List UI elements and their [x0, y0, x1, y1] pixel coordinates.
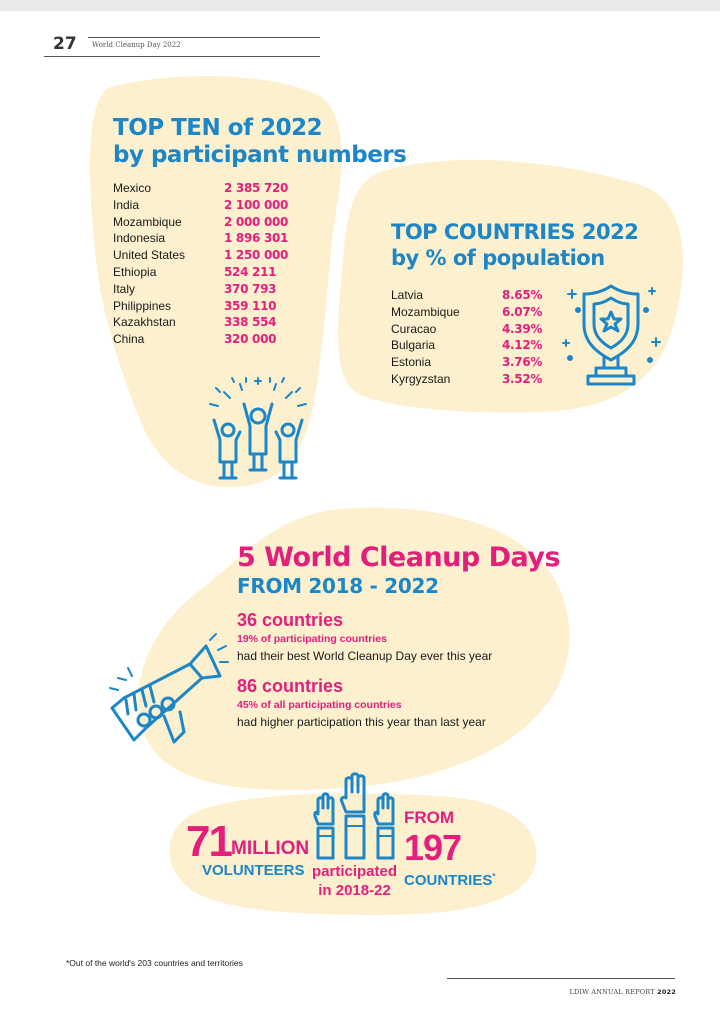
country-name: India [113, 197, 140, 212]
country-name: Mexico [113, 181, 152, 195]
participant-count: 2 100 000 [224, 197, 289, 212]
stat2-heading: 86 countries [237, 676, 344, 696]
list-item [113, 314, 313, 331]
top-pct-title-line2: by % of population [391, 246, 605, 270]
population-percent: 6.07% [502, 304, 543, 319]
top-pct-title [391, 219, 638, 271]
participant-count: 2 385 720 [224, 181, 289, 195]
megaphone-icon [104, 632, 230, 750]
participant-count: 1 896 301 [224, 231, 289, 246]
header-title: World Cleanup Day 2022 [92, 41, 181, 49]
list-item [391, 287, 551, 304]
top-ten-list [113, 180, 313, 348]
list-item [391, 354, 551, 371]
stat1-heading: 36 countries [237, 610, 344, 630]
countries-label [404, 872, 495, 889]
participant-count: 320 000 [224, 332, 277, 347]
list-item [113, 214, 313, 231]
five-days-subtitle-text: FROM 2018 - 2022 [237, 574, 439, 598]
list-item [113, 230, 313, 247]
participated-line1: participated [312, 863, 398, 880]
stat2-desc: had higher participation this year than last year [237, 715, 486, 729]
population-percent: 4.12% [502, 338, 543, 353]
country-name: Kyrgyzstan [391, 371, 451, 386]
population-percent: 8.65% [502, 288, 543, 302]
stat2-sub: 45% of all participating countries [237, 699, 402, 711]
stat1-sub: 19% of participating countries [237, 633, 387, 645]
list-item [113, 264, 313, 281]
participant-count: 370 793 [224, 281, 277, 296]
celebrating-people-icon [204, 374, 312, 482]
five-days-title-text: 5 World Cleanup Days [237, 542, 561, 573]
country-name: Curacao [391, 321, 437, 336]
volunteers-number: 71 [186, 817, 231, 866]
country-name: Mozambique [113, 214, 182, 229]
country-name: Latvia [391, 288, 424, 302]
trophy-shield-icon [558, 280, 664, 388]
stat1-desc: had their best World Cleanup Day ever this year [237, 649, 493, 663]
volunteers-label: VOLUNTEERS [202, 862, 305, 879]
participant-count: 2 000 000 [224, 214, 289, 229]
population-percent: 3.76% [502, 355, 543, 370]
list-item [113, 197, 313, 214]
list-item [113, 180, 313, 197]
country-name: Italy [113, 281, 136, 296]
top-ten-title-line1: TOP TEN of 2022 [113, 115, 323, 141]
countries-asterisk: * [492, 872, 496, 881]
country-name: China [113, 332, 145, 347]
participant-count: 359 110 [224, 298, 277, 313]
participant-count: 524 211 [224, 264, 277, 279]
raised-hands-icon [312, 772, 400, 860]
top-pct-title-line1: TOP COUNTRIES 2022 [391, 220, 639, 244]
top-ten-title [113, 115, 406, 169]
list-item [391, 304, 551, 321]
participated-line2: in 2018-22 [318, 882, 391, 899]
list-item [113, 247, 313, 264]
list-item [113, 281, 313, 298]
country-name: Estonia [391, 355, 432, 370]
footnote: *Out of the world's 203 countries and territories [66, 958, 243, 968]
five-days-subtitle [237, 574, 439, 599]
country-name: Bulgaria [391, 338, 436, 353]
country-name: Mozambique [391, 304, 460, 319]
top-ten-title-line2: by participant numbers [113, 142, 407, 168]
country-name: Indonesia [113, 231, 166, 246]
country-name: Kazakhstan [113, 315, 176, 330]
from-label: FROM [404, 808, 455, 827]
footer-divider [447, 978, 675, 979]
list-item [113, 298, 313, 315]
country-name: Ethiopia [113, 264, 157, 279]
footer-text [569, 988, 676, 996]
five-days-title [237, 542, 560, 573]
countries-number: 197 [404, 827, 462, 868]
population-percent: 3.52% [502, 371, 543, 386]
footer-report-label: LDIW ANNUAL REPORT [569, 988, 655, 996]
list-item [391, 321, 551, 338]
population-percent: 4.39% [502, 321, 543, 336]
list-item [391, 337, 551, 354]
page-number: 27 [53, 34, 77, 54]
footer-year: 2022 [657, 988, 676, 996]
country-name: Philippines [113, 298, 172, 313]
participated-label [312, 862, 397, 900]
participant-count: 1 250 000 [224, 248, 289, 263]
list-item [113, 331, 313, 348]
country-name: United States [113, 248, 186, 263]
countries-label-text: COUNTRIES [404, 872, 493, 889]
list-item [391, 371, 551, 388]
top-pct-list [391, 287, 551, 388]
participant-count: 338 554 [224, 315, 277, 330]
volunteers-million: MILLION [231, 838, 310, 859]
